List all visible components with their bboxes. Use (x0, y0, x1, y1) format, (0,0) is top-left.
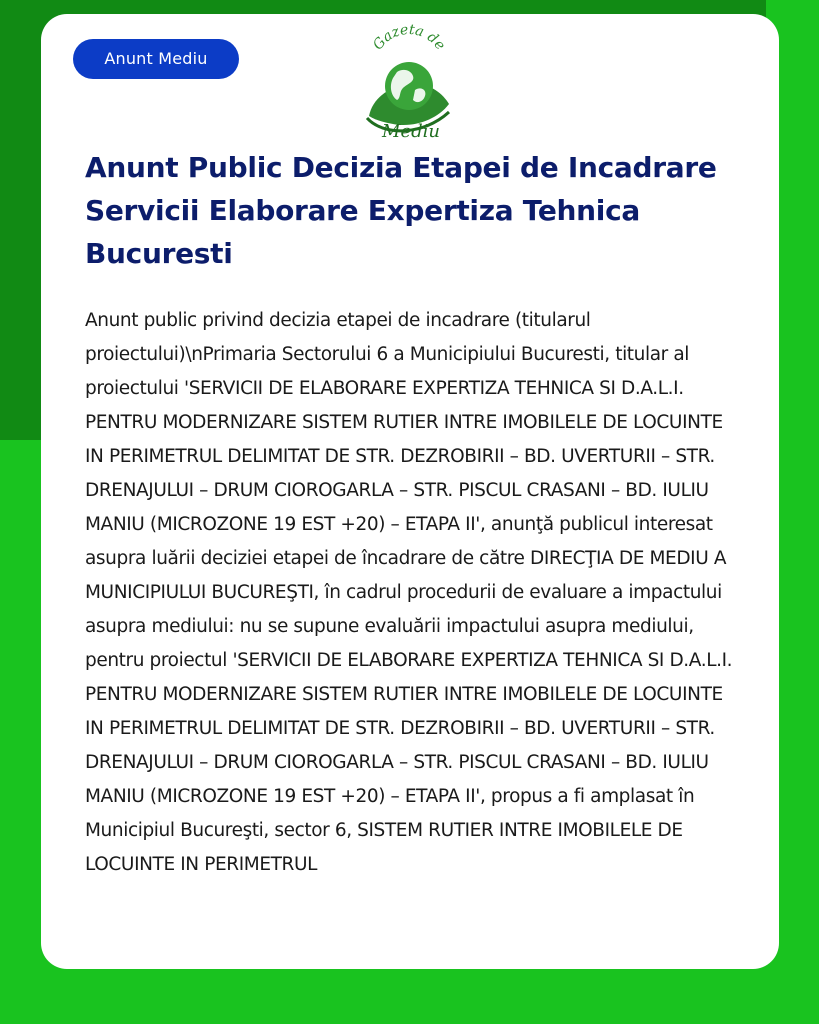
globe-leaf-icon (353, 24, 463, 144)
announcement-card (41, 14, 779, 969)
category-badge[interactable]: Anunt Mediu (73, 39, 239, 79)
article-title: Anunt Public Decizia Etapei de Incadrare Servicii Elaborare Expertiza Tehnica Bucuresti (85, 151, 717, 270)
gazeta-de-mediu-logo[interactable] (353, 24, 463, 144)
logo-top-text: Gazeta de (369, 24, 449, 54)
svg-text:Gazeta de (370, 24, 448, 53)
article-body: Anunt public privind decizia etapei de incadrare (titularul proiectului)\nPrimaria Sectorului 6 a Municipiului Bucuresti, titular al proiectului 'SERVICII DE ELABORARE EXPERTIZA TEHNICA SI D.A.L.I. PENTRU MODERNIZARE SISTEM RUTIER INTRE IMOBILELE DE LOCUINTE IN PERIMETRUL DELIMITAT DE STR. DEZROBIRII – BD. UVERTURII – STR. DRENAJULUI – DRUM CIOROGARLA – STR. PISCUL CRASANI – BD. IULIU MANIU (MICROZONE 19 EST +20) – ETAPA II', anunţă publicul interesat asupra luării deciziei etapei de încadrare de către DIRECŢIA DE MEDIU A MUNICIPIULUI BUCUREŞTI, în cadrul procedurii de evaluare a impactului asupra mediului: nu se supune evaluării impactului asupra mediului, pentru proiectul 'SERVICII DE ELABORARE EXPERTIZA TEHNICA SI D.A.L.I. PENTRU MODERNIZARE SISTEM RUTIER INTRE IMOBILELE DE LOCUINTE IN PERIMETRUL DELIMITAT DE STR. DEZROBIRII – BD. UVERTURII – STR. DRENAJULUI – DRUM CIOROGARLA – STR. PISCUL CRASANI – BD. IULIU MANIU (MICROZONE 19 EST +20) – ETAPA II', propus a fi amplasat în Municipiul Bucureşti, sector 6, SISTEM RUTIER INTRE IMOBILELE DE LOCUINTE IN PERIMETRUL (85, 310, 733, 875)
logo-bottom-text: Mediu (382, 121, 440, 142)
